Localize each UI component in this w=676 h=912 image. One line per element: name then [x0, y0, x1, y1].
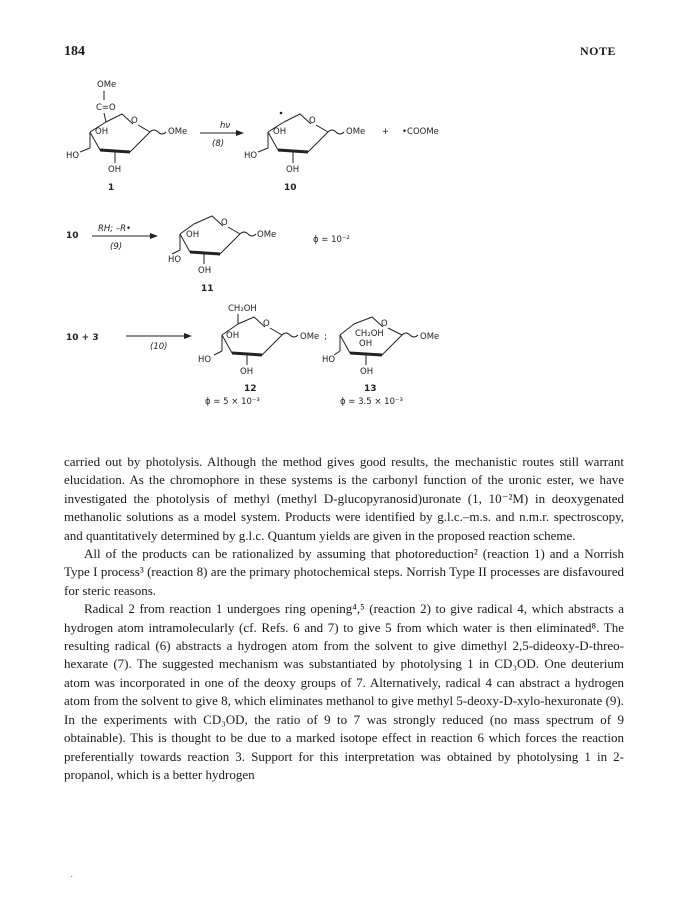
anomeric-ome-label: OMe [346, 127, 366, 137]
compound-11-structure [168, 216, 276, 294]
compound-12-number: 12 [244, 384, 257, 394]
article-body [64, 453, 624, 784]
compound-1-structure [66, 80, 187, 193]
c3-oh-label: OH [240, 367, 254, 377]
c2-oh-label: OH [359, 339, 373, 349]
c3-oh-label: OH [360, 367, 374, 377]
c4-ho-label: HO [198, 355, 212, 365]
ring-oxygen-label: O [381, 319, 388, 329]
c2-oh-label: OH [95, 127, 109, 137]
compound-10-structure [244, 112, 365, 193]
ch2oh-label: CH₂OH [355, 329, 384, 339]
rh-label: RH; –R• [98, 224, 132, 234]
hv-label: hν [220, 121, 231, 131]
anomeric-ome-label: OMe [420, 332, 440, 342]
anomeric-ome-label: OMe [257, 230, 277, 240]
c4-ho-label: HO [244, 151, 258, 161]
compound-13-structure [322, 317, 439, 407]
compound-10-number: 10 [284, 183, 297, 193]
carbonyl-label: C=O [96, 103, 116, 113]
scheme-separator: ; [324, 332, 327, 342]
c4-ho-label: HO [66, 151, 80, 161]
ring-oxygen-label: O [263, 319, 270, 329]
compound-13-number: 13 [364, 384, 377, 394]
c3-oh-label: OH [198, 266, 212, 276]
ring-oxygen-label: O [131, 116, 138, 126]
arrow-reaction-9 [92, 224, 158, 252]
anomeric-ome-label: OMe [300, 332, 320, 342]
paragraph: Radical 2 from reaction 1 undergoes ring opening⁴,⁵ (reaction 2) to give radical 4, which abstracts a hydrogen atom intramolecularly (cf. Refs. 6 and 7) to give 5 from which water is then eliminated⁸. The resulting radical (6) abstracts a hydrogen atom from the solvent to give dimethyl 2,5-dideoxy-D-threo-hexarate (7). The suggested mechanism was substantiated by photolysing 1 in CD₃OD. One deuterium atom was incorporated in one of the deoxy groups of 7. Alternatively, radical 4 can abstract a hydrogen atom from the solvent to give 8, which eliminates methanol to give methyl 5-deoxy-D-xylo-hexuronate (9). In the experiments with CD₃OD, the ratio of 9 to 7 was strongly reduced (no mass spectrum of 9 obtainable). This is thought to be due to a marked isotope effect in reaction 6 which forces the reaction preferentially towards reaction 3. Support for this interpretation was obtained by photolysing 1 in 2-propanol, which is a better hydrogen [64, 601, 624, 782]
reaction-9-label: (9) [110, 242, 123, 252]
quantum-yield-13: ϕ = 3.5 × 10⁻³ [340, 397, 403, 407]
c4-ho-label: HO [168, 255, 182, 265]
arrow-reaction-8 [200, 121, 244, 149]
plus-sign: + [382, 127, 390, 137]
paragraph: carried out by photolysis. Although the method gives good results, the mechanistic routes still warrant elucidation. As the chromophore in these systems is the carbonyl function of the uronic ester, we have investigated the photolysis of methyl (methyl D-glucopyranosid)uronate (1, 10⁻²M) in deoxygenated methanolic solutions as a model system. Products were identified by g.l.c.–m.s. and n.m.r. spectroscopy, and quantitatively determined by g.l.c. Quantum yields are given in the proposed reaction scheme. [64, 454, 624, 543]
quantum-yield-eq2: ϕ = 10⁻² [313, 235, 350, 245]
ester-ome-label: OMe [97, 80, 117, 90]
paragraph: All of the products can be rationalized by assuming that photoreduction² (reaction 1) and a Norrish Type I process³ (reaction 8) are the primary photochemical steps. Norrish Type II processes are disfavoured for steric reasons. [64, 546, 624, 598]
running-title: NOTE [579, 44, 616, 58]
c2-oh-label: OH [226, 331, 240, 341]
ring-oxygen-label: O [309, 116, 316, 126]
arrow-reaction-10 [126, 333, 192, 352]
compound-12-structure [198, 304, 327, 407]
compound-11-number: 11 [201, 284, 214, 294]
cooMe-radical-label: •COOMe [402, 127, 439, 137]
ch2oh-label: CH₂OH [228, 304, 257, 314]
compound-1-number: 1 [108, 183, 115, 193]
reaction-8-label: (8) [212, 139, 225, 149]
footer-mark: · [70, 872, 74, 883]
c2-oh-label: OH [273, 127, 287, 137]
reaction-scheme [0, 0, 676, 430]
c2-oh-label: OH [186, 230, 200, 240]
c3-oh-label: OH [286, 165, 300, 175]
reaction-10-label: (10) [150, 342, 168, 352]
equation-3-start: 10 + 3 [66, 333, 99, 343]
quantum-yield-12: ϕ = 5 × 10⁻³ [205, 397, 260, 407]
equation-2-start: 10 [66, 231, 79, 241]
c4-ho-label: HO [322, 355, 336, 365]
ring-oxygen-label: O [221, 218, 228, 228]
page-number: 184 [64, 44, 85, 59]
c3-oh-label: OH [108, 165, 122, 175]
anomeric-ome-label: OMe [168, 127, 188, 137]
